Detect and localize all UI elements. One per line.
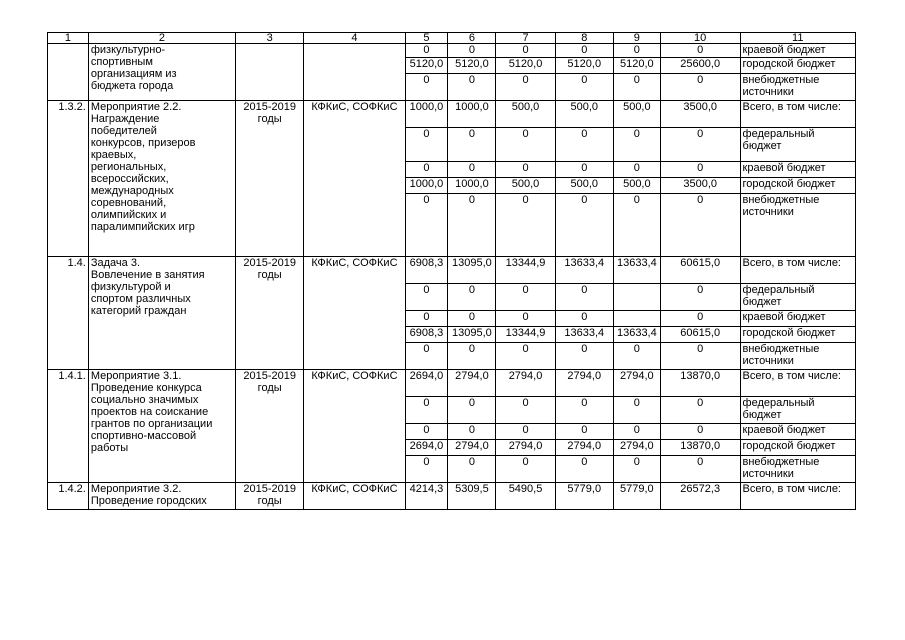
item-name-line: Задача 3. bbox=[90, 257, 140, 269]
value-cell: 500,0 bbox=[613, 101, 660, 128]
item-executor: КФКиС, СОФКиС bbox=[304, 483, 405, 510]
item-name-line: организациям из bbox=[90, 68, 177, 80]
value-cell: 0 bbox=[448, 397, 496, 424]
value-cell: 2694,0 bbox=[405, 370, 448, 397]
item-name-line: паралимпийских игр bbox=[90, 221, 195, 233]
item-name-line: Награждение bbox=[90, 113, 160, 125]
value-cell: 0 bbox=[660, 311, 740, 327]
value-cell: 0 bbox=[448, 343, 496, 370]
value-cell: 0 bbox=[405, 74, 448, 101]
value-cell: 0 bbox=[660, 343, 740, 370]
funding-source: внебюджетные источники bbox=[740, 74, 855, 101]
value-cell: 0 bbox=[405, 284, 448, 311]
value-cell: 0 bbox=[555, 128, 613, 162]
table-row bbox=[48, 483, 856, 510]
value-cell: 0 bbox=[613, 74, 660, 101]
item-number bbox=[48, 44, 89, 101]
value-cell: 0 bbox=[496, 397, 555, 424]
value-cell: 13095,0 bbox=[448, 327, 496, 343]
value-cell: 5120,0 bbox=[405, 58, 448, 74]
value-cell: 13633,4 bbox=[555, 257, 613, 284]
funding-source: Всего, в том числе: bbox=[740, 483, 855, 510]
value-cell: 13633,4 bbox=[613, 257, 660, 284]
value-cell: 13633,4 bbox=[555, 327, 613, 343]
table-body bbox=[48, 33, 856, 510]
funding-source: Всего, в том числе: bbox=[740, 257, 855, 284]
item-period bbox=[235, 44, 303, 101]
item-name-line: конкурсов, призеров bbox=[90, 137, 196, 149]
item-name-line: Проведение городских bbox=[90, 495, 207, 507]
value-cell: 0 bbox=[555, 44, 613, 58]
item-name-line: международных bbox=[90, 185, 174, 197]
item-name-line: спортом различных bbox=[90, 293, 191, 305]
value-cell: 0 bbox=[448, 74, 496, 101]
item-executor bbox=[304, 44, 405, 101]
value-cell: 3500,0 bbox=[660, 178, 740, 194]
value-cell: 1000,0 bbox=[448, 101, 496, 128]
value-cell: 5779,0 bbox=[613, 483, 660, 510]
value-cell: 2794,0 bbox=[555, 370, 613, 397]
value-cell: 0 bbox=[660, 397, 740, 424]
value-cell: 13633,4 bbox=[613, 327, 660, 343]
value-cell: 0 bbox=[496, 284, 555, 311]
value-cell: 6908,3 bbox=[405, 327, 448, 343]
value-cell: 0 bbox=[660, 424, 740, 440]
item-executor: КФКиС, СОФКиС bbox=[304, 370, 405, 483]
funding-source: федеральный бюджет bbox=[740, 397, 855, 424]
value-cell: 0 bbox=[496, 343, 555, 370]
item-period: 2015-2019 годы bbox=[235, 101, 303, 257]
table-row bbox=[48, 370, 856, 397]
value-cell: 26572,3 bbox=[660, 483, 740, 510]
item-name-line: физкультурно- bbox=[90, 44, 166, 56]
funding-source: Всего, в том числе: bbox=[740, 101, 855, 128]
value-cell: 1000,0 bbox=[405, 178, 448, 194]
value-cell: 13095,0 bbox=[448, 257, 496, 284]
value-cell bbox=[613, 284, 660, 311]
item-period: 2015-2019 годы bbox=[235, 257, 303, 370]
value-cell: 0 bbox=[660, 284, 740, 311]
funding-source: внебюджетные источники bbox=[740, 343, 855, 370]
value-cell: 0 bbox=[660, 44, 740, 58]
value-cell: 2794,0 bbox=[448, 370, 496, 397]
column-header-2: 2 bbox=[88, 33, 235, 44]
item-name-line: проектов на соискание bbox=[90, 406, 209, 418]
column-header-11: 11 bbox=[740, 33, 855, 44]
value-cell: 4214,3 bbox=[405, 483, 448, 510]
value-cell: 0 bbox=[613, 194, 660, 257]
value-cell: 0 bbox=[555, 424, 613, 440]
value-cell: 0 bbox=[660, 194, 740, 257]
value-cell: 0 bbox=[555, 162, 613, 178]
item-name-line: категорий граждан bbox=[90, 305, 187, 317]
item-name-line: всероссийских, bbox=[90, 173, 169, 185]
value-cell: 0 bbox=[448, 424, 496, 440]
value-cell: 0 bbox=[405, 397, 448, 424]
item-name-line: социально значимых bbox=[90, 394, 199, 406]
funding-source: краевой бюджет bbox=[740, 162, 855, 178]
column-header-4: 4 bbox=[304, 33, 405, 44]
funding-source: внебюджетные источники bbox=[740, 194, 855, 257]
funding-source: городской бюджет bbox=[740, 440, 855, 456]
value-cell: 0 bbox=[405, 162, 448, 178]
value-cell bbox=[613, 311, 660, 327]
value-cell: 5120,0 bbox=[555, 58, 613, 74]
value-cell: 0 bbox=[405, 311, 448, 327]
value-cell: 500,0 bbox=[496, 178, 555, 194]
item-name-line: олимпийских и bbox=[90, 209, 167, 221]
value-cell: 0 bbox=[496, 74, 555, 101]
item-name-line: бюджета города bbox=[90, 80, 174, 92]
header-row bbox=[48, 33, 856, 44]
value-cell: 13344,9 bbox=[496, 327, 555, 343]
item-name-line: спортивным bbox=[90, 56, 153, 68]
value-cell: 0 bbox=[555, 343, 613, 370]
value-cell: 60615,0 bbox=[660, 257, 740, 284]
value-cell: 0 bbox=[405, 424, 448, 440]
value-cell: 2694,0 bbox=[405, 440, 448, 456]
value-cell: 0 bbox=[555, 284, 613, 311]
value-cell: 0 bbox=[555, 311, 613, 327]
value-cell: 0 bbox=[555, 74, 613, 101]
column-header-3: 3 bbox=[235, 33, 303, 44]
value-cell: 13344,9 bbox=[496, 257, 555, 284]
column-header-9: 9 bbox=[613, 33, 660, 44]
value-cell: 0 bbox=[448, 162, 496, 178]
value-cell: 0 bbox=[496, 424, 555, 440]
item-name-line: Вовлечение в занятия bbox=[90, 269, 205, 281]
value-cell: 0 bbox=[613, 128, 660, 162]
value-cell: 0 bbox=[496, 311, 555, 327]
value-cell: 5120,0 bbox=[496, 58, 555, 74]
value-cell: 0 bbox=[613, 456, 660, 483]
table-row bbox=[48, 44, 856, 58]
value-cell: 5779,0 bbox=[555, 483, 613, 510]
item-period: 2015-2019 годы bbox=[235, 483, 303, 510]
table-row bbox=[48, 257, 856, 284]
funding-source: городской бюджет bbox=[740, 327, 855, 343]
item-name-line: краевых, bbox=[90, 149, 137, 161]
item-name-line: Мероприятие 2.2. bbox=[90, 101, 182, 113]
value-cell: 2794,0 bbox=[613, 440, 660, 456]
value-cell: 2794,0 bbox=[555, 440, 613, 456]
value-cell: 0 bbox=[613, 397, 660, 424]
item-number: 1.4.1. bbox=[48, 370, 89, 483]
item-number: 1.3.2. bbox=[48, 101, 89, 257]
value-cell: 5120,0 bbox=[613, 58, 660, 74]
funding-source: внебюджетные источники bbox=[740, 456, 855, 483]
value-cell: 0 bbox=[555, 194, 613, 257]
value-cell: 0 bbox=[555, 397, 613, 424]
value-cell: 5490,5 bbox=[496, 483, 555, 510]
value-cell: 0 bbox=[448, 284, 496, 311]
value-cell: 500,0 bbox=[555, 178, 613, 194]
value-cell: 0 bbox=[405, 194, 448, 257]
value-cell: 0 bbox=[448, 194, 496, 257]
item-number: 1.4. bbox=[48, 257, 89, 370]
value-cell: 0 bbox=[613, 44, 660, 58]
value-cell: 0 bbox=[660, 456, 740, 483]
item-executor: КФКиС, СОФКиС bbox=[304, 257, 405, 370]
value-cell: 1000,0 bbox=[448, 178, 496, 194]
item-name-line: работы bbox=[90, 442, 129, 454]
item-name-line: физкультурой и bbox=[90, 281, 171, 293]
funding-source: городской бюджет bbox=[740, 58, 855, 74]
value-cell: 500,0 bbox=[613, 178, 660, 194]
value-cell: 0 bbox=[613, 424, 660, 440]
value-cell: 2794,0 bbox=[448, 440, 496, 456]
value-cell: 500,0 bbox=[555, 101, 613, 128]
value-cell: 60615,0 bbox=[660, 327, 740, 343]
value-cell: 25600,0 bbox=[660, 58, 740, 74]
column-header-5: 5 bbox=[405, 33, 448, 44]
item-name-line: Мероприятие 3.2. bbox=[90, 483, 182, 495]
value-cell: 0 bbox=[496, 128, 555, 162]
value-cell: 0 bbox=[660, 162, 740, 178]
value-cell: 0 bbox=[405, 456, 448, 483]
funding-source: федеральный бюджет bbox=[740, 284, 855, 311]
item-name bbox=[88, 257, 235, 370]
item-number: 1.4.2. bbox=[48, 483, 89, 510]
item-name-line: Проведение конкурса bbox=[90, 382, 202, 394]
column-header-10: 10 bbox=[660, 33, 740, 44]
value-cell: 500,0 bbox=[496, 101, 555, 128]
value-cell: 0 bbox=[613, 162, 660, 178]
item-name-line: спортивно-массовой bbox=[90, 430, 197, 442]
value-cell: 2794,0 bbox=[496, 370, 555, 397]
value-cell: 0 bbox=[448, 44, 496, 58]
value-cell: 0 bbox=[660, 128, 740, 162]
value-cell: 6908,3 bbox=[405, 257, 448, 284]
funding-source: Всего, в том числе: bbox=[740, 370, 855, 397]
item-name-line: победителей bbox=[90, 125, 157, 137]
value-cell: 0 bbox=[496, 456, 555, 483]
value-cell: 0 bbox=[448, 128, 496, 162]
item-name-line: Мероприятие 3.1. bbox=[90, 370, 182, 382]
funding-source: краевой бюджет bbox=[740, 311, 855, 327]
value-cell: 13870,0 bbox=[660, 440, 740, 456]
column-header-7: 7 bbox=[496, 33, 555, 44]
value-cell: 1000,0 bbox=[405, 101, 448, 128]
value-cell: 0 bbox=[613, 343, 660, 370]
value-cell: 13870,0 bbox=[660, 370, 740, 397]
value-cell: 0 bbox=[405, 44, 448, 58]
value-cell: 0 bbox=[496, 44, 555, 58]
funding-source: городской бюджет bbox=[740, 178, 855, 194]
value-cell: 2794,0 bbox=[496, 440, 555, 456]
value-cell: 5120,0 bbox=[448, 58, 496, 74]
funding-source: краевой бюджет bbox=[740, 44, 855, 58]
value-cell: 3500,0 bbox=[660, 101, 740, 128]
item-period: 2015-2019 годы bbox=[235, 370, 303, 483]
value-cell: 0 bbox=[448, 311, 496, 327]
value-cell: 0 bbox=[660, 74, 740, 101]
item-name bbox=[88, 370, 235, 483]
item-name-line: региональных, bbox=[90, 161, 167, 173]
item-name bbox=[88, 483, 235, 510]
value-cell: 5309,5 bbox=[448, 483, 496, 510]
item-name bbox=[88, 101, 235, 257]
item-name-line: грантов по организации bbox=[90, 418, 213, 430]
item-executor: КФКиС, СОФКиС bbox=[304, 101, 405, 257]
column-header-6: 6 bbox=[448, 33, 496, 44]
value-cell: 0 bbox=[496, 194, 555, 257]
item-name-line: соревнований, bbox=[90, 197, 167, 209]
value-cell: 0 bbox=[448, 456, 496, 483]
column-header-1: 1 bbox=[48, 33, 89, 44]
value-cell: 2794,0 bbox=[613, 370, 660, 397]
value-cell: 0 bbox=[405, 128, 448, 162]
value-cell: 0 bbox=[405, 343, 448, 370]
column-header-8: 8 bbox=[555, 33, 613, 44]
funding-source: краевой бюджет bbox=[740, 424, 855, 440]
value-cell: 0 bbox=[496, 162, 555, 178]
funding-source: федеральный бюджет bbox=[740, 128, 855, 162]
item-name bbox=[88, 44, 235, 101]
budget-table bbox=[47, 32, 856, 510]
value-cell: 0 bbox=[555, 456, 613, 483]
table-row bbox=[48, 101, 856, 128]
